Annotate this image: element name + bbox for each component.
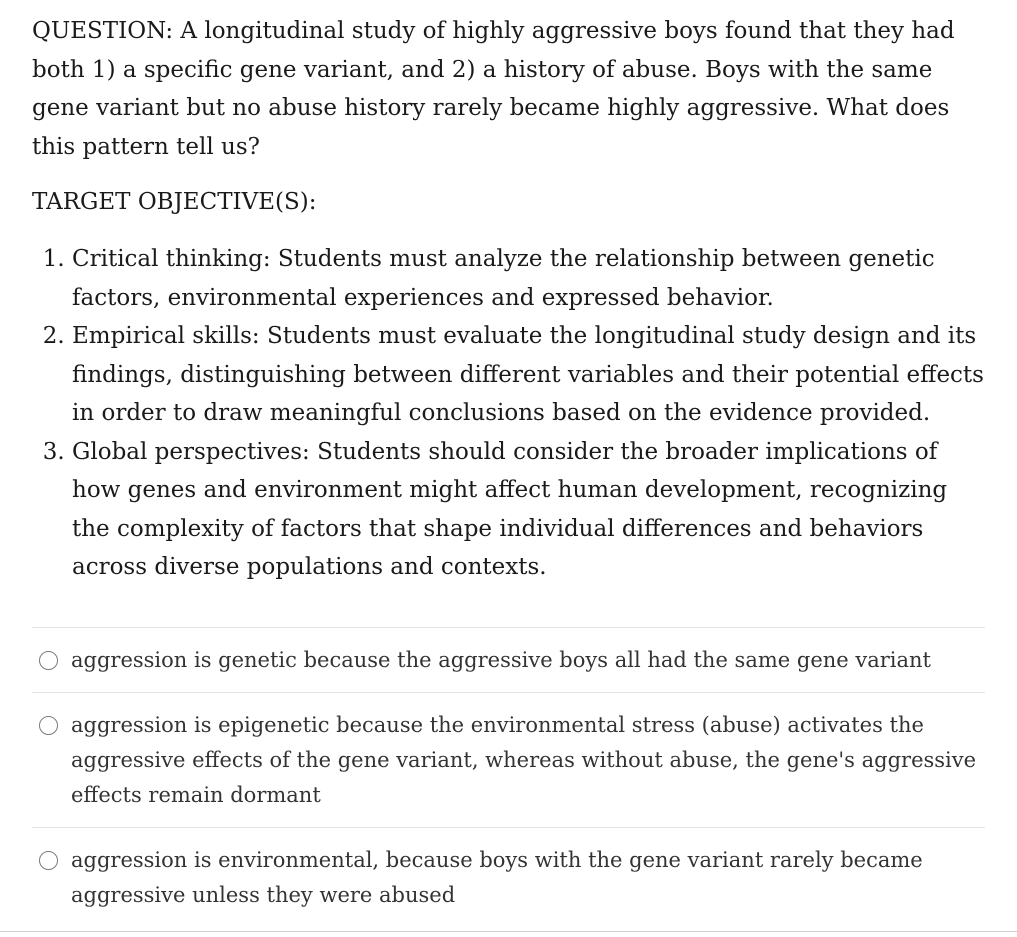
objective-item: 3. Global perspectives: Students should consider the broader implications of how genes and environment might affect human development, recognizing the complexity of factors that shape individual differences and behaviors across diverse populations and contexts. xyxy=(72,433,987,587)
answer-choice-label[interactable]: aggression is genetic because the aggressive boys all had the same gene variant xyxy=(71,648,931,672)
radio-button[interactable] xyxy=(39,651,58,670)
answer-choices xyxy=(32,627,985,927)
answer-choice-3[interactable] xyxy=(32,827,985,927)
bottom-divider xyxy=(0,931,1017,932)
target-objectives-heading: TARGET OBJECTIVE(S): xyxy=(32,189,317,215)
answer-choice-label[interactable]: aggression is environmental, because boys with the gene variant rarely became aggressive unless they were abused xyxy=(71,848,923,907)
objective-item: 2. Empirical skills: Students must evaluate the longitudinal study design and its findings, distinguishing between different variables and their potential effects in order to draw meaningful conclusions based on the evidence provided. xyxy=(72,317,987,433)
objective-item: 1. Critical thinking: Students must analyze the relationship between genetic factors, environmental experiences and expressed behavior. xyxy=(72,240,987,317)
question-text: QUESTION: A longitudinal study of highly aggressive boys found that they had both 1) a specific gene variant, and 2) a history of abuse. Boys with the same gene variant but no abuse history rarely became highly aggressive. What does this pattern tell us? xyxy=(32,18,955,160)
question-panel xyxy=(32,12,987,587)
radio-button[interactable] xyxy=(39,851,58,870)
objectives-list xyxy=(32,240,987,587)
answer-choice-1[interactable] xyxy=(32,627,985,692)
answer-choice-2[interactable] xyxy=(32,692,985,827)
answer-choice-label[interactable]: aggression is epigenetic because the environmental stress (abuse) activates the aggressive effects of the gene variant, whereas without abuse, the gene's aggressive effects remain dormant xyxy=(71,713,977,807)
radio-button[interactable] xyxy=(39,716,58,735)
